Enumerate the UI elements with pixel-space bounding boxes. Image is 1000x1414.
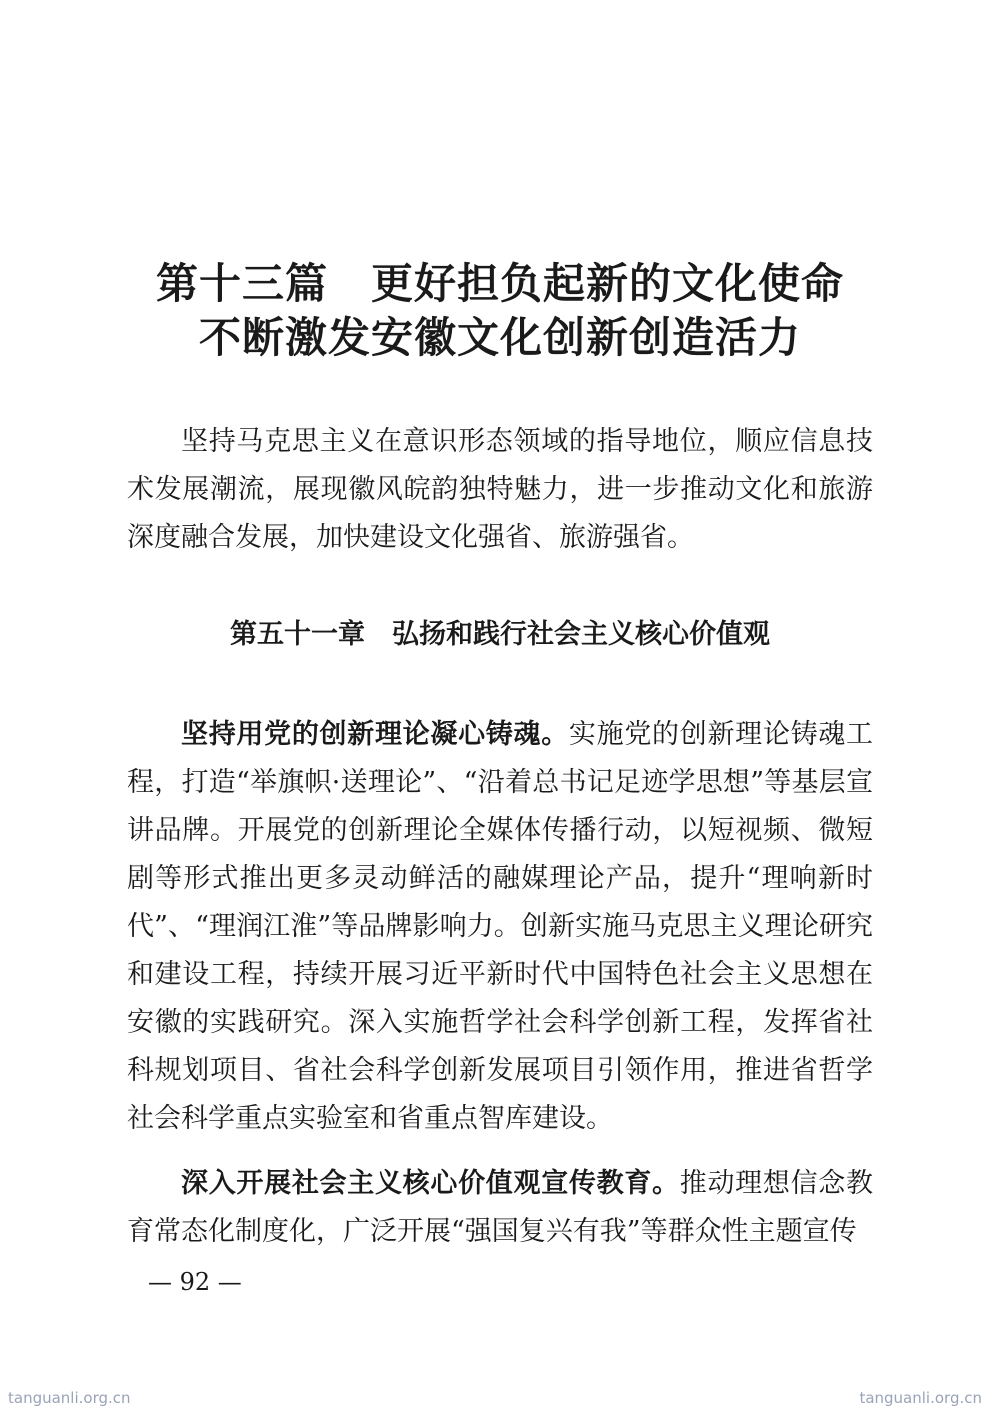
paragraph-body: 推动理想信念教育常态化制度化，广泛开展“强国复兴有我”等群众性主题宣传	[127, 1168, 873, 1247]
page-number: — 92 —	[148, 1268, 242, 1296]
intro-paragraph: 坚持马克思主义在意识形态领域的指导地位，顺应信息技术发展潮流，展现徽风皖韵独特魅力，进一步推动文化和旅游深度融合发展，加快建设文化强省、旅游强省。	[127, 426, 873, 553]
watermark-left: tanguanli.org.cn	[8, 1389, 131, 1407]
watermark-right: tanguanli.org.cn	[859, 1389, 982, 1407]
chapter-heading: 第五十一章 弘扬和践行社会主义核心价值观	[230, 619, 770, 650]
body-paragraph	[127, 711, 873, 1143]
paragraph-body: 实施党的创新理论铸魂工程，打造“举旗帜·送理论”、“沿着总书记足迹学思想”等基层宣讲品牌。开展党的创新理论全媒体传播行动，以短视频、微短剧等形式推出更多灵动鲜活的融媒理论产品，提升“理响新时代”、“理润江淮”等品牌影响力。创新实施马克思主义理论研究和建设工程，持续开展习近平新时代中国特色社会主义思想在安徽的实践研究。深入实施哲学社会科学创新工程，发挥省社科规划项目、省社会科学创新发展项目引领作用，推进省哲学社会科学重点实验室和省重点智库建设。	[127, 719, 874, 1134]
paragraph-lead: 坚持用党的创新理论凝心铸魂。	[181, 719, 569, 750]
paragraph-lead: 深入开展社会主义核心价值观宣传教育。	[181, 1168, 680, 1199]
section-title-line-2: 不断激发安徽文化创新创造活力	[198, 313, 801, 362]
body-paragraph	[127, 1160, 873, 1256]
section-title-line-1: 第十三篇 更好担负起新的文化使命	[155, 259, 844, 308]
